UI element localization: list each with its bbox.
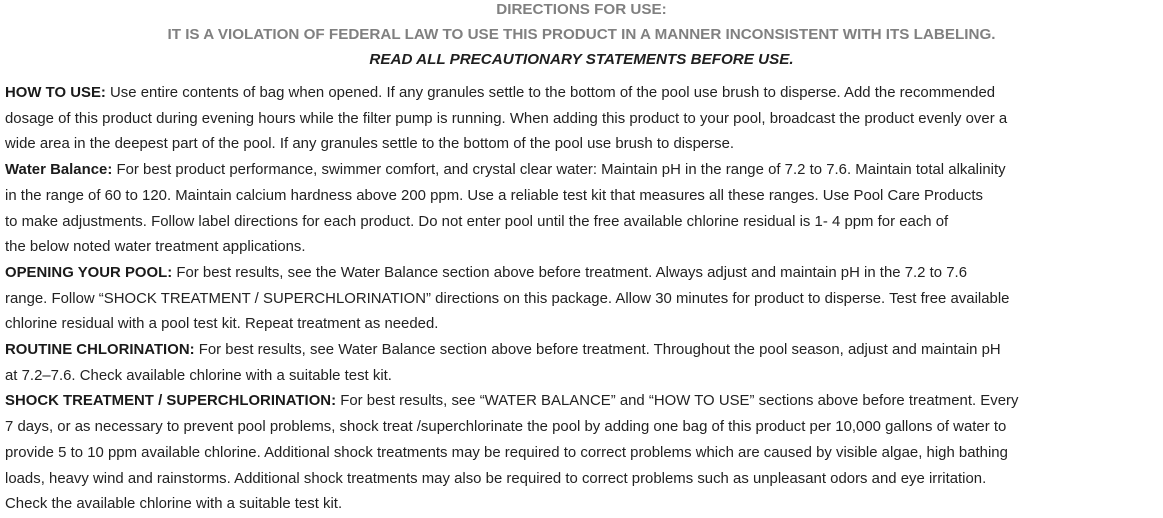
section-routine-chlorination (5, 338, 1157, 389)
section-how-to-use (5, 81, 1157, 158)
section-line: wide area in the deepest part of the pool. If any granules settle to the bottom of the pool use brush to disperse. (5, 136, 735, 153)
section-text: For best results, see the Water Balance section above before treatment. Always adjust and maintain pH in the 7.2 to 7.6 (172, 264, 968, 281)
section-text: Use entire contents of bag when opened. If any granules settle to the bottom of the pool use brush to disperse. Add the recommended (105, 85, 996, 101)
directions-body (0, 81, 1163, 518)
section-text: For best results, see Water Balance section above before treatment. Throughout the pool season, adjust and maintain pH (194, 342, 1001, 359)
section-water-balance (5, 158, 1157, 261)
section-line: range. Follow “SHOCK TREATMENT / SUPERCHLORINATION” directions on this package. Allow 30 minutes for product to disperse. Test free available (5, 290, 1010, 307)
section-line: 7 days, or as necessary to prevent pool problems, shock treat /superchlorinate the pool by adding one bag of this product per 10,000 gallons of water to (5, 419, 1007, 436)
section-line (5, 389, 1157, 415)
section-heading: Water Balance: (5, 162, 113, 179)
section-opening-your-pool (5, 261, 1157, 338)
section-line: provide 5 to 10 ppm available chlorine. Additional shock treatments may be required to correct problems which are caused by visible algae, high bathing (5, 444, 1008, 461)
section-line (5, 338, 1157, 364)
section-line: in the range of 60 to 120. Maintain calcium hardness above 200 ppm. Use a reliable test kit that measures all these ranges. Use Pool Care Products (5, 187, 983, 204)
section-line: to make adjustments. Follow label directions for each product. Do not enter pool until the free available chlorine residual is 1- 4 ppm for each of (5, 213, 949, 230)
directions-title: DIRECTIONS FOR USE: (496, 1, 667, 18)
section-heading: SHOCK TREATMENT / SUPERCHLORINATION: (5, 393, 337, 410)
label-header (0, 0, 1163, 72)
section-heading: ROUTINE CHLORINATION: (5, 342, 195, 359)
section-line: at 7.2–7.6. Check available chlorine with a suitable test kit. (5, 367, 392, 384)
section-line: the below noted water treatment applications. (5, 239, 306, 256)
federal-law-warning: IT IS A VIOLATION OF FEDERAL LAW TO USE THIS PRODUCT IN A MANNER INCONSISTENT WITH ITS LABELING. (167, 26, 996, 43)
section-line (5, 158, 1157, 184)
section-text: For best results, see “WATER BALANCE” and “HOW TO USE” sections above before treatment. Every (336, 393, 1019, 410)
precautionary-notice: READ ALL PRECAUTIONARY STATEMENTS BEFORE USE. (369, 51, 794, 68)
section-text: For best product performance, swimmer comfort, and crystal clear water: Maintain pH in the range of 7.2 to 7.6. Maintain total alkalinity (112, 162, 1006, 179)
section-line: Check the available chlorine with a suitable test kit. (5, 496, 343, 513)
section-line (5, 261, 1157, 287)
section-shock-treatment (5, 389, 1157, 518)
section-heading: HOW TO USE: (5, 85, 106, 101)
section-line (5, 81, 1157, 107)
section-heading: OPENING YOUR POOL: (5, 264, 173, 281)
section-line: dosage of this product during evening hours while the filter pump is running. When adding this product to your pool, broadcast the product evenly over a (5, 110, 1008, 127)
section-line: loads, heavy wind and rainstorms. Additional shock treatments may also be required to correct problems such as unpleasant odors and eye irritation. (5, 470, 987, 487)
section-line: chlorine residual with a pool test kit. Repeat treatment as needed. (5, 316, 439, 333)
